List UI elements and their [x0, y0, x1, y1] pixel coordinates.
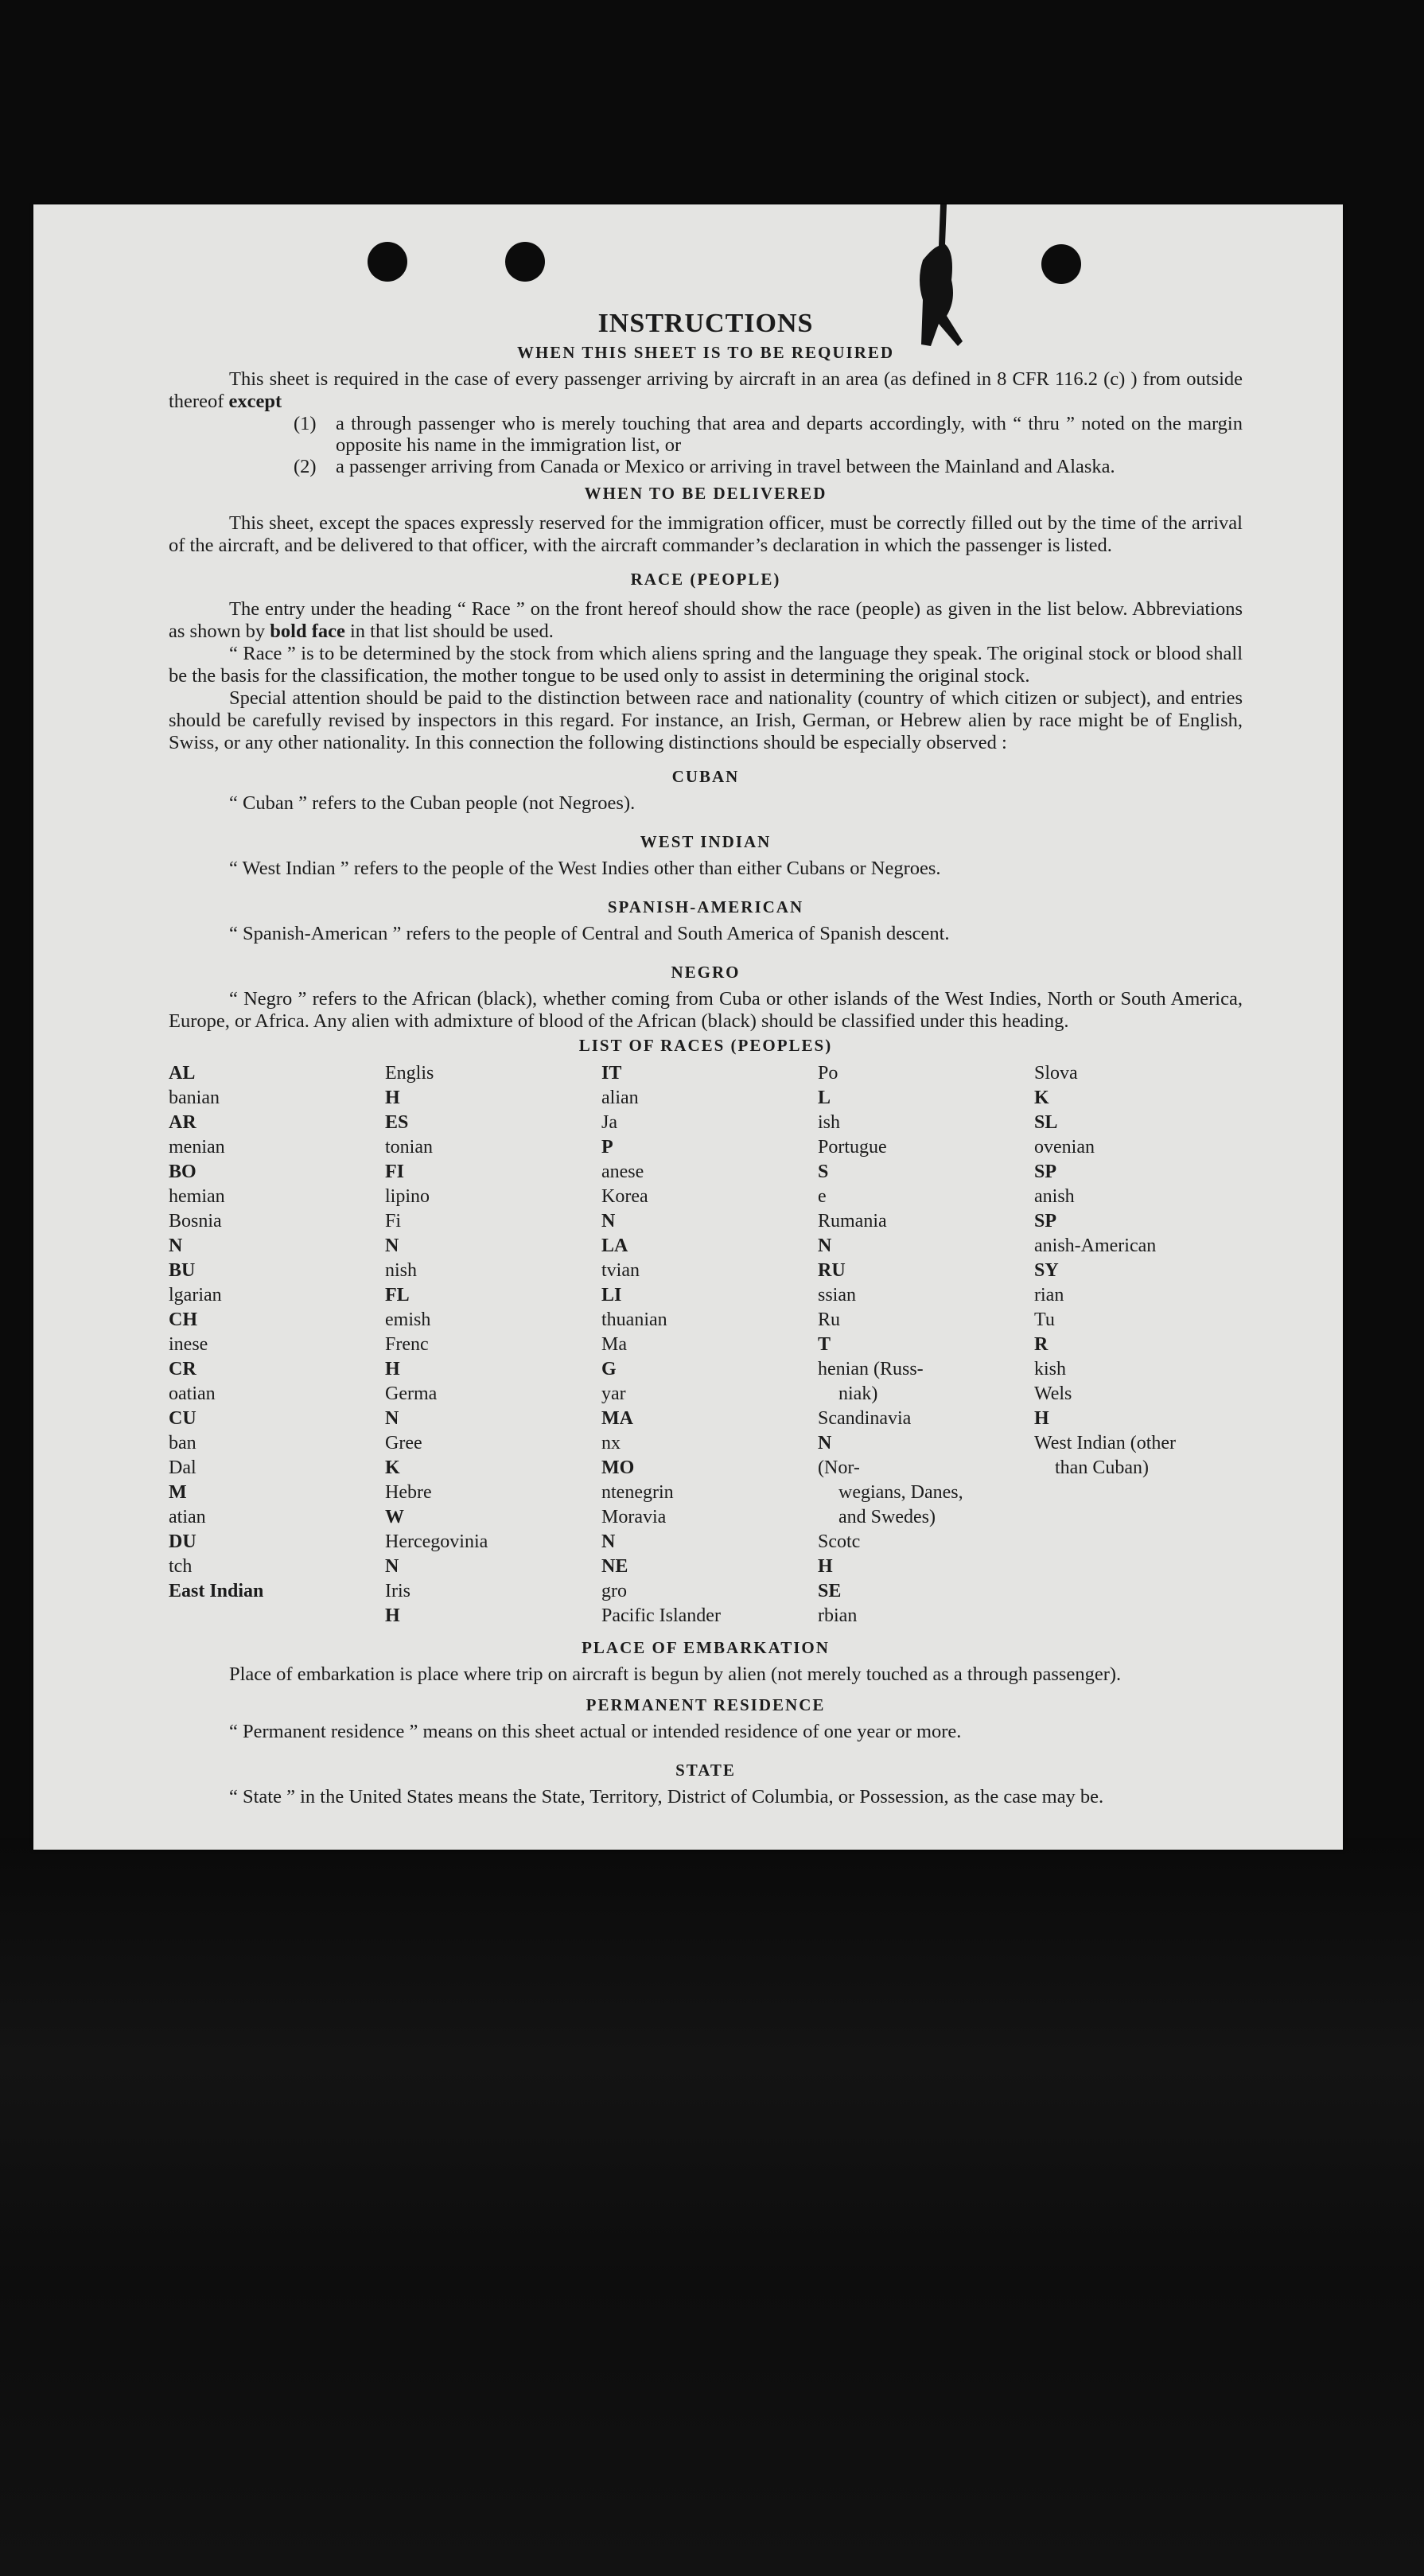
heading-embarkation: PLACE OF EMBARKATION: [582, 1638, 830, 1657]
race-entry: Iris H: [385, 1581, 410, 1626]
races-column: [385, 1061, 601, 1628]
punch-hole-left: [368, 242, 407, 282]
paragraph-negro: “ Negro ” refers to the African (black), whether coming from Cuba or other islands of the West Indies, North or South America, Europe, or Africa. Any alien with admixture of blood of the African (black) should be classified under this heading.: [169, 988, 1243, 1032]
race-entry: CH inese: [169, 1309, 208, 1355]
race-entry: SY rian: [1034, 1260, 1064, 1306]
race-entry: MO ntenegrin: [601, 1457, 674, 1503]
race-entry: Hebre W: [385, 1482, 432, 1527]
race-entry: Hercegovinia N: [385, 1531, 488, 1577]
race-entry: Fi N nish: [385, 1211, 418, 1281]
race-entry: DU tch: [169, 1531, 196, 1577]
race-entry: Pacific Islander: [601, 1605, 721, 1626]
race-entry: Dal M atian: [169, 1457, 206, 1527]
paragraph-spanish-american: “ Spanish-American ” refers to the people of Central and South America of Spanish descent.: [229, 923, 950, 944]
instructions-text: [169, 308, 1243, 1808]
race-entry: East Indian: [169, 1581, 264, 1601]
race-entry: Wels H: [1034, 1383, 1072, 1429]
race-entry: Bosnia N: [169, 1211, 222, 1256]
race-entry: Po L ish: [818, 1063, 841, 1133]
race-entry: CR oatian: [169, 1359, 216, 1404]
race-entry: SP anish-American: [1034, 1211, 1157, 1256]
scan-background: [0, 1838, 1424, 2576]
paragraph-cuban: “ Cuban ” refers to the Cuban people (not Negroes).: [229, 792, 636, 814]
race-entry: West Indian (other: [1034, 1433, 1177, 1453]
race-entry: SL ovenian: [1034, 1112, 1095, 1158]
races-column: [601, 1061, 818, 1628]
races-table: [169, 1061, 1243, 1628]
paragraph-when-required: This sheet is required in the case of every passenger arriving by aircraft in an area (as defined in 8 CFR 116.2 (c) ) from outside thereof except: [169, 368, 1243, 412]
race-entry: Englis H: [385, 1063, 434, 1108]
heading-residence: PERMANENT RESIDENCE: [586, 1695, 826, 1714]
paragraph-when-delivered: This sheet, except the spaces expressly reserved for the immigration officer, must be correctly filled out by the time of the arrival of the aircraft, and be delivered to that officer, with the aircraft commander’s declaration in which the passenger is listed.: [169, 512, 1243, 556]
heading-when-delivered: WHEN TO BE DELIVERED: [584, 484, 827, 503]
paragraph-state: “ State ” in the United States means the State, Territory, District of Columbia, or Possession, as the case may be.: [229, 1786, 1104, 1807]
punch-hole-right: [1041, 244, 1081, 284]
document-sheet: [33, 204, 1343, 1850]
page-title: INSTRUCTIONS: [597, 309, 814, 338]
race-entry: Rumania N: [818, 1211, 887, 1256]
race-entry: Germa N: [385, 1383, 438, 1429]
race-entry: FI lipino: [385, 1162, 430, 1207]
paragraph-embarkation: Place of embarkation is place where trip on aircraft is begun by alien (not merely touched as a through passenger).: [229, 1664, 1122, 1685]
race-entry: NE gro: [601, 1556, 628, 1601]
race-entry: BO hemian: [169, 1162, 225, 1207]
races-column: [169, 1061, 385, 1628]
race-entry: AL banian: [169, 1063, 220, 1108]
paragraph-race-1: The entry under the heading “ Race ” on the front hereof should show the race (people) as given in the list below. Abbreviations as shown by bold face in that list should be used.: [169, 598, 1243, 642]
heading-list-of-races: LIST OF RACES (PEOPLES): [578, 1036, 833, 1055]
race-entry: LI thuanian: [601, 1285, 667, 1330]
heading-when-required: WHEN THIS SHEET IS TO BE REQUIRED: [516, 343, 895, 362]
race-entry: MA nx: [601, 1408, 633, 1453]
races-column: [1034, 1061, 1251, 1628]
heading-race: RACE (PEOPLE): [630, 570, 781, 589]
heading-cuban: CUBAN: [671, 767, 740, 786]
race-entry: Frenc H: [385, 1334, 429, 1379]
paragraph-race-3: Special attention should be paid to the distinction between race and nationality (country of which citizen or subject), and entries should be carefully revised by inspectors in this regard. For instance, an Irish, German, or Hebrew alien by race might be of English, Swiss, or any other nationality. In this connection the following distinctions should be especially observed :: [169, 687, 1243, 753]
race-entry: Scandinavia N (Nor-: [818, 1408, 912, 1478]
race-entry: Portugue S e: [818, 1137, 887, 1207]
paragraph-race-2: “ Race ” is to be determined by the stock from which aliens spring and the language they speak. The original stock or blood shall be the basis for the classification, the mother tongue to be used only to assist in determining the original stock.: [169, 643, 1243, 687]
race-entry-continued: niak): [838, 1383, 878, 1404]
race-entry-continued: wegians, Danes,: [838, 1482, 963, 1503]
heading-spanish-american: SPANISH-AMERICAN: [607, 897, 804, 916]
heading-west-indian: WEST INDIAN: [640, 832, 772, 851]
race-entry: IT alian: [601, 1063, 639, 1108]
race-entry: Gree K: [385, 1433, 422, 1478]
list-item: (2) a passenger arriving from Canada or Mexico or arriving in travel between the Mainland and Alaska.: [294, 456, 1115, 477]
race-entry: ES tonian: [385, 1112, 433, 1158]
paragraph-residence: “ Permanent residence ” means on this sheet actual or intended residence of one year or more.: [229, 1721, 962, 1742]
race-entry: Slova K: [1034, 1063, 1078, 1108]
punch-hole-center: [505, 242, 545, 282]
race-entry: SE rbian: [818, 1581, 858, 1626]
race-entry: Moravia N: [601, 1507, 667, 1552]
race-entry: Ru T henian (Russ-: [818, 1309, 924, 1379]
race-entry: Scotc H: [818, 1531, 861, 1577]
race-entry: RU ssian: [818, 1260, 856, 1306]
race-entry: CU ban: [169, 1408, 196, 1453]
race-entry-continued: and Swedes): [838, 1507, 936, 1527]
race-entry: LA tvian: [601, 1235, 640, 1281]
race-entry: Ma G yar: [601, 1334, 627, 1404]
race-entry: Tu R kish: [1034, 1309, 1067, 1379]
race-entry: Korea N: [601, 1186, 648, 1232]
races-column: [818, 1061, 1034, 1628]
race-entry: FL emish: [385, 1285, 431, 1330]
list-item: (1) a through passenger who is merely touching that area and departs accordingly, with “ thru ” noted on the margin opposite his name in the immigration list, or: [294, 413, 1243, 456]
heading-state: STATE: [675, 1761, 736, 1780]
paragraph-west-indian: “ West Indian ” refers to the people of the West Indies other than either Cubans or Negroes.: [229, 858, 941, 879]
race-entry: SP anish: [1034, 1162, 1075, 1207]
race-entry: Ja P anese: [601, 1112, 644, 1182]
race-entry: BU lgarian: [169, 1260, 222, 1306]
heading-negro: NEGRO: [671, 963, 741, 982]
race-entry: AR menian: [169, 1112, 225, 1158]
race-entry-continued: than Cuban): [1055, 1457, 1149, 1478]
